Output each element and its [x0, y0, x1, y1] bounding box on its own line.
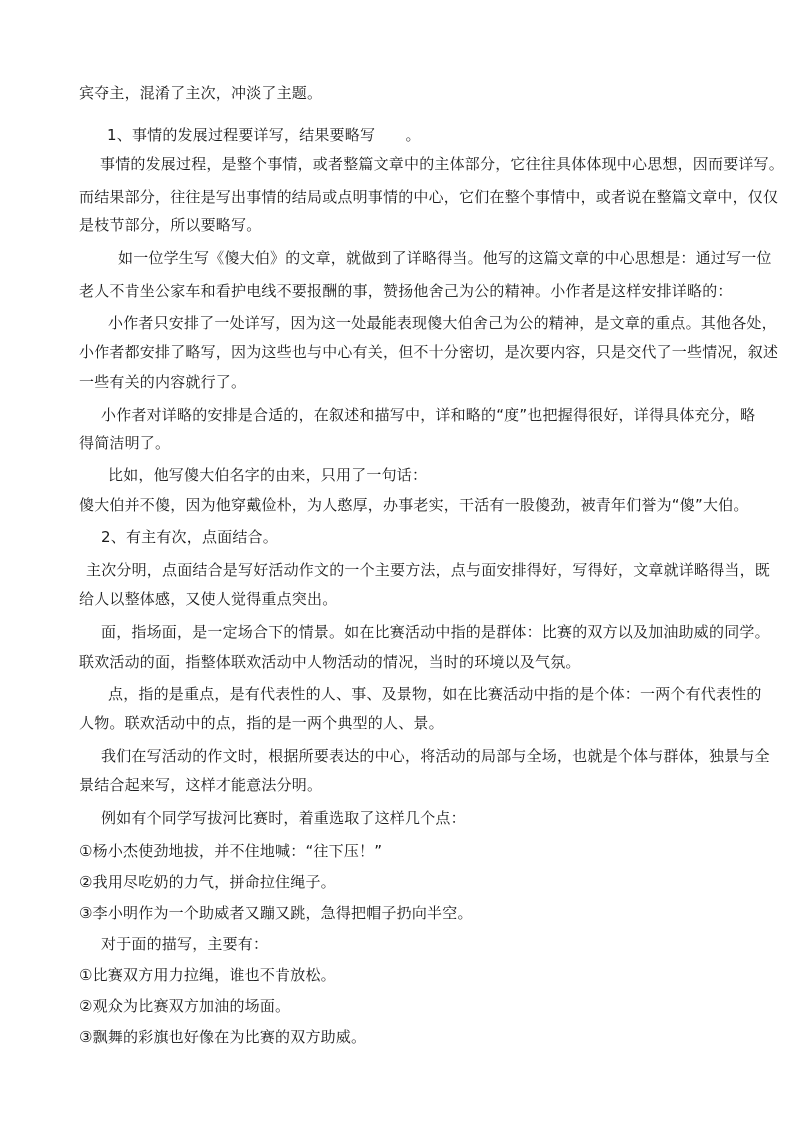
text-line: 点，指的是重点，是有代表性的人、事、及景物，如在比赛活动中指的是个体：一两个有代表性的	[108, 685, 762, 703]
text-line: 小作者都安排了略写，因为这些也与中心有关，但不十分密切，是次要内容，只是交代了一些情况，叙述	[79, 343, 779, 361]
text-line: 是枝节部分，所以要略写。	[79, 216, 262, 234]
text-line: 比如，他写傻大伯名字的由来，只用了一句话：	[108, 466, 428, 484]
text-line: 如一位学生写《傻大伯》的文章，就做到了详略得当。他写的这篇文章的中心思想是：通过写一位	[118, 249, 772, 267]
list-item: ②观众为比赛双方加油的场面。	[79, 997, 291, 1015]
text-line: 事情的发展过程，是整个事情，或者整篇文章中的主体部分，它往往具体体现中心思想，因而要详写。	[100, 155, 785, 173]
text-line: 例如有个同学写拔河比赛时，着重选取了这样几个点：	[101, 809, 466, 827]
text-line: 我们在写活动的作文时，根据所要表达的中心，将活动的局部与全场，也就是个体与群体，独景与全	[101, 747, 770, 765]
text-line: 景结合起来写，这样才能意法分明。	[79, 776, 323, 794]
list-item: ①杨小杰使劲地拔，并不住地喊：“往下压！”	[79, 842, 383, 860]
text-line: 而结果部分，往往是写出事情的结局或点明事情的中心，它们在整个事情中，或者说在整篇文章中，仅仅	[79, 188, 779, 206]
text-line: 老人不肯坐公家车和看护电线不要报酬的事，赞扬他舍己为公的精神。小作者是这样安排详略的：	[79, 282, 733, 300]
section-heading-2: 2、有主有次，点面结合。	[101, 528, 278, 546]
list-item: ③李小明作为一个助威者又蹦又跳，急得把帽子扔向半空。	[79, 904, 473, 922]
text-line: 得简洁明了。	[79, 434, 171, 452]
text-line: 对于面的描写，主要有：	[101, 935, 269, 953]
list-item: ③飘舞的彩旗也好像在为比赛的双方助威。	[79, 1028, 367, 1046]
text-line: 一些有关的内容就行了。	[79, 373, 247, 391]
text-line: 面，指场面，是一定场合下的情景。如在比赛活动中指的是群体：比赛的双方以及加油助威的同学。	[101, 623, 770, 641]
text-line: 小作者只安排了一处详写，因为这一处最能表现傻大伯舍己为公的精神，是文章的重点。其他各处，	[108, 314, 777, 332]
text-line: 人物。联欢活动中的点，指的是一两个典型的人、景。	[79, 714, 444, 732]
text-line: 给人以整体感，又使人觉得重点突出。	[79, 590, 338, 608]
section-heading-1: 1、事情的发展过程要详写，结果要略写 。	[107, 126, 421, 144]
text-line: 小作者对详略的安排是合适的，在叙述和描写中，详和略的“度”也把握得很好，详得具体充分，略	[101, 406, 756, 424]
list-item: ②我用尽吃奶的力气，拼命拉住绳子。	[79, 873, 336, 891]
text-line: 宾夺主，混淆了主次，冲淡了主题。	[79, 84, 323, 102]
text-line: 傻大伯并不傻，因为他穿戴俭朴，为人憨厚，办事老实，干活有一股傻劲，被青年们誉为“傻”大伯。	[79, 496, 749, 514]
list-item: ①比赛双方用力拉绳，谁也不肯放松。	[79, 966, 336, 984]
text-line: 主次分明，点面结合是写好活动作文的一个主要方法，点与面安排得好，写得好，文章就详略得当，既	[86, 561, 771, 579]
text-line: 联欢活动的面，指整体联欢活动中人物活动的情况，当时的环境以及气氛。	[79, 653, 581, 671]
